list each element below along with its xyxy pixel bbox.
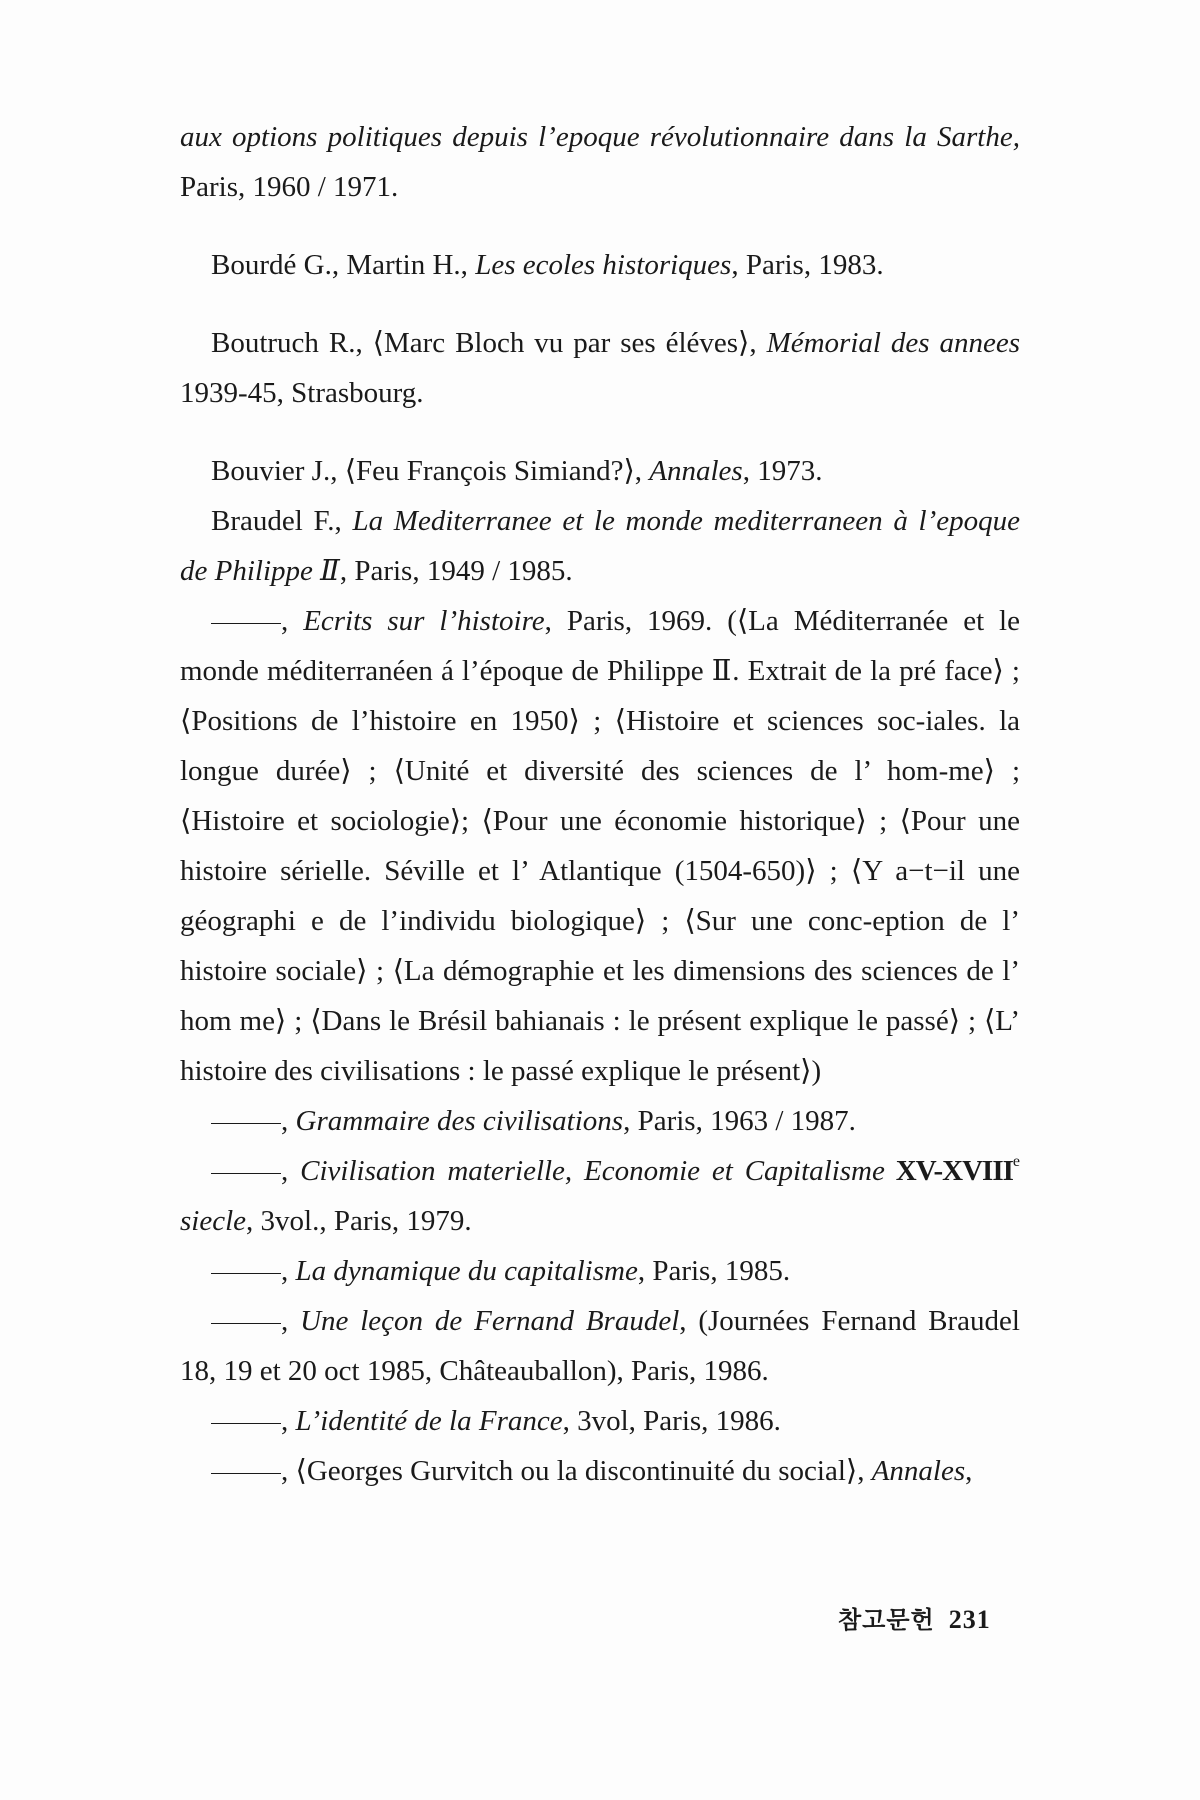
entry-text: , 1973. <box>742 455 823 487</box>
entry-text: , Paris, 1985. <box>637 1255 791 1287</box>
reference-entry <box>180 1396 1020 1446</box>
entry-text: , <box>281 1405 296 1437</box>
page-footer <box>838 1600 991 1635</box>
entry-text: , (Journées Fernand Braudel 18, 19 et 20 oct 1985, Châteauballon), Paris, 1986. <box>180 1305 1020 1387</box>
entry-title: Annales <box>649 455 743 487</box>
entry-text: , Paris, 1969. (⟨La Méditerranée et le monde méditerranéen á l’époque de Philippe Ⅱ. Extrait de la pré face⟩ ; ⟨Positions de l’histoire en 1950⟩ ; ⟨Histoire et sciences soc-iales. la longue durée⟩ ; ⟨Unité et diversité des sciences de l’ hom-me⟩ ; ⟨Histoire et sociologie⟩; ⟨Pour une économie historique⟩ ; ⟨Pour une histoire sérielle. Séville et l’ Atlantique (1504-650)⟩ ; ⟨Y a−t−il une géographi e de l’individu biologique⟩ ; ⟨Sur une conc-eption de l’ histoire sociale⟩ ; ⟨La démographie et les dimensions des sciences de l’ hom me⟩ ; ⟨Dans le Brésil bahianais : le présent explique le passé⟩ ; ⟨L’ histoire des civilisations : le passé explique le présent⟩) <box>180 605 1020 1087</box>
entry-text: , ⟨Georges Gurvitch ou la discontinuité du social⟩, <box>281 1455 872 1487</box>
ditto-dash <box>211 1422 281 1424</box>
entry-text: , 3vol., Paris, 1979. <box>246 1205 472 1237</box>
reference-entry <box>180 496 1020 596</box>
ditto-dash <box>211 1272 281 1274</box>
entry-text: Bourdé G., Martin H., <box>211 249 476 281</box>
ditto-dash <box>211 1122 281 1124</box>
entry-text: , Paris, 1963 / 1987. <box>623 1105 856 1137</box>
entry-title: Ecrits sur l’histoire <box>303 605 545 637</box>
entry-title: aux options politiques depuis l’epoque révolutionnaire dans la Sarthe, <box>180 121 1020 153</box>
entry-title: La dynamique du capitalisme <box>295 1255 638 1287</box>
entry-text: Bouvier J., ⟨Feu François Simiand?⟩, <box>211 455 650 487</box>
reference-entry <box>180 1096 1020 1146</box>
reference-entry <box>180 1446 1020 1496</box>
entry-text: Boutruch R., ⟨Marc Bloch vu par ses éléves⟩, <box>211 327 767 359</box>
entry-text: Braudel F., <box>211 505 353 537</box>
entry-title: Civilisation materielle, Economie et Capitalisme <box>300 1155 885 1187</box>
section-title: 참고문헌 <box>838 1606 935 1634</box>
entry-title: La Mediterranee et le monde mediterraneen à l’epoque de Philippe Ⅱ <box>180 505 1020 587</box>
reference-entry <box>180 446 1020 496</box>
ditto-dash <box>211 1172 281 1174</box>
reference-entry <box>180 1146 1020 1246</box>
entry-text: , <box>965 1455 973 1487</box>
reference-entry <box>180 1246 1020 1296</box>
reference-list <box>180 112 1020 1496</box>
entry-title: Annales <box>871 1455 966 1487</box>
entry-text: , Paris, 1983. <box>731 249 884 281</box>
ditto-dash <box>211 1472 281 1474</box>
entry-text: , <box>281 1155 301 1187</box>
entry-text: , <box>281 1255 296 1287</box>
entry-title: Grammaire des civilisations <box>295 1105 624 1137</box>
century-numeral: XV-XVIII <box>884 1155 1013 1187</box>
entry-title: siecle <box>180 1205 247 1237</box>
entry-text: 1939-45, Strasbourg. <box>180 377 424 409</box>
superscript: e <box>1012 1153 1020 1170</box>
reference-entry <box>180 1296 1020 1396</box>
entry-text: , Paris, 1949 / 1985. <box>339 555 573 587</box>
entry-title: Les ecoles historiques <box>475 249 732 281</box>
entry-text: , <box>281 605 304 637</box>
ditto-dash <box>211 1322 281 1324</box>
entry-title: Une leçon de Fernand Braudel <box>300 1305 680 1337</box>
reference-entry <box>180 240 1020 290</box>
entry-text: , <box>281 1305 301 1337</box>
ditto-dash <box>211 622 281 624</box>
reference-entry <box>180 318 1020 418</box>
page-number: 231 <box>948 1605 991 1634</box>
entry-text: , <box>281 1105 296 1137</box>
reference-entry <box>180 596 1020 1096</box>
entry-title: L’identité de la France <box>295 1405 563 1437</box>
entry-title: Mémorial des annees <box>766 327 1020 359</box>
reference-entry <box>180 112 1020 212</box>
entry-text: , 3vol, Paris, 1986. <box>562 1405 781 1437</box>
entry-text: Paris, 1960 / 1971. <box>180 171 399 203</box>
